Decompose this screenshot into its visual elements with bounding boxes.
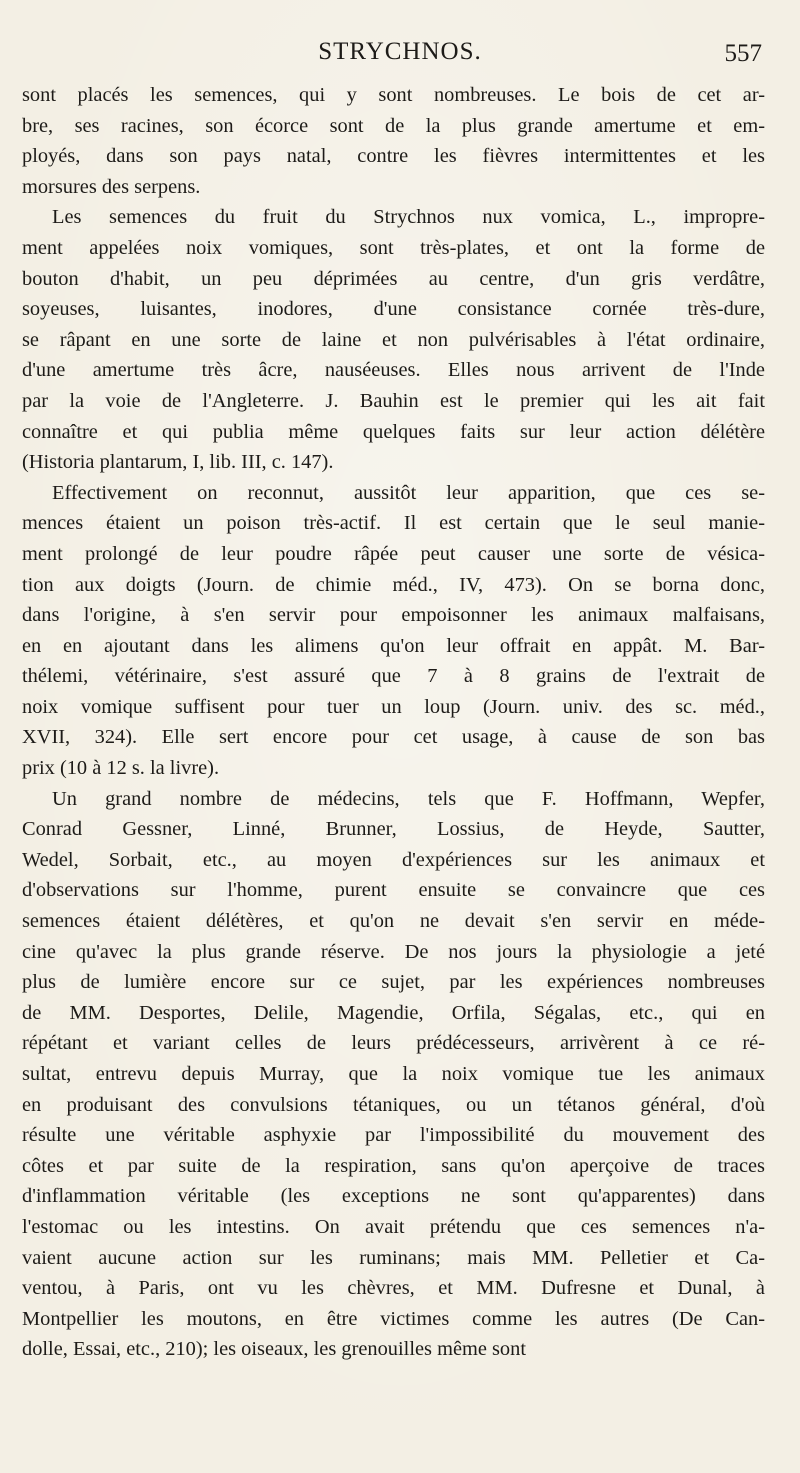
text-line: bouton d'habit, un peu déprimées au centre, d'un gris verdâtre, — [22, 267, 765, 290]
text-line: plus de lumière encore sur ce sujet, par les expériences nombreuses — [22, 971, 765, 994]
text-line: noix vomique suffisent pour tuer un loup (Journ. univ. des sc. méd., — [22, 695, 765, 718]
paragraph — [22, 478, 765, 784]
text-line: résulte une véritable asphyxie par l'impossibilité du mouvement des — [22, 1124, 765, 1147]
text-line: ment prolongé de leur poudre râpée peut causer une sorte de vésica- — [22, 542, 765, 565]
text-line: soyeuses, luisantes, inodores, d'une consistance cornée très-dure, — [22, 298, 765, 321]
text-line: dans l'origine, à s'en servir pour empoisonner les animaux malfaisans, — [22, 604, 765, 627]
text-line: d'inflammation véritable (les exceptions ne sont qu'apparentes) dans — [22, 1185, 765, 1208]
text-line: bre, ses racines, son écorce sont de la plus grande amertume et em- — [22, 114, 765, 137]
text-line: sultat, entrevu depuis Murray, que la noix vomique tue les animaux — [22, 1063, 765, 1085]
text-line: thélemi, vétérinaire, s'est assuré que 7 à 8 grains de l'extrait de — [22, 665, 765, 688]
text-line: répétant et variant celles de leurs prédécesseurs, arrivèrent à ce ré- — [22, 1032, 765, 1055]
text-line: Conrad Gessner, Linné, Brunner, Lossius, de Heyde, Sautter, — [22, 818, 765, 841]
text-line: connaître et qui publia même quelques faits sur leur action délétère — [22, 420, 765, 443]
text-line: se râpant en une sorte de laine et non pulvérisables à l'état ordinaire, — [22, 328, 765, 351]
text-line: en produisant des convulsions tétaniques, ou un tétanos général, d'où — [22, 1093, 765, 1116]
text-line: Wedel, Sorbait, etc., au moyen d'expériences sur les animaux et — [22, 848, 765, 871]
text-line: l'estomac ou les intestins. On avait prétendu que ces semences n'a- — [22, 1215, 765, 1238]
text-line: XVII, 324). Elle sert encore pour cet usage, à cause de son bas — [22, 726, 765, 749]
text-line: côtes et par suite de la respiration, sans qu'on aperçoive de traces — [22, 1154, 765, 1177]
text-line: Montpellier les moutons, en être victimes comme les autres (De Can- — [22, 1307, 765, 1330]
text-line: prix (10 à 12 s. la livre). — [22, 757, 220, 780]
text-line: mences étaient un poison très-actif. Il est certain que le seul manie- — [22, 512, 765, 535]
text-line: dolle, Essai, etc., 210); les oiseaux, les grenouilles même sont — [22, 1338, 526, 1361]
text-line: d'observations sur l'homme, purent ensuite se convaincre que ces — [22, 879, 765, 902]
text-line: vaient aucune action sur les ruminans; mais MM. Pelletier et Ca- — [22, 1246, 765, 1269]
text-line: sont placés les semences, qui y sont nombreuses. Le bois de cet ar- — [22, 84, 765, 106]
running-title: STRYCHNOS. — [318, 38, 482, 65]
text-line: morsures des serpens. — [22, 175, 201, 198]
running-head — [0, 38, 800, 78]
body-text — [22, 80, 765, 1365]
text-line: d'une amertume très âcre, nauséeuses. Elles nous arrivent de l'Inde — [22, 359, 765, 382]
text-line: (Historia plantarum, I, lib. III, c. 147). — [22, 451, 334, 474]
text-line: Les semences du fruit du Strychnos nux vomica, L., impropre- — [52, 206, 765, 229]
text-line: semences étaient délétères, et qu'on ne devait s'en servir en méde- — [22, 910, 765, 933]
text-line: cine qu'avec la plus grande réserve. De nos jours la physiologie a jeté — [22, 940, 765, 963]
text-line: en en ajoutant dans les alimens qu'on leur offrait en appât. M. Bar- — [22, 634, 765, 657]
text-line: tion aux doigts (Journ. de chimie méd., IV, 473). On se borna donc, — [22, 573, 765, 596]
paragraph — [22, 202, 765, 477]
text-line: Effectivement on reconnut, aussitôt leur apparition, que ces se- — [52, 481, 765, 504]
text-line: ployés, dans son pays natal, contre les fièvres intermittentes et les — [22, 145, 765, 168]
paragraph — [22, 80, 765, 202]
text-line: ment appelées noix vomiques, sont très-plates, et ont la forme de — [22, 236, 765, 259]
text-line: ventou, à Paris, ont vu les chèvres, et MM. Dufresne et Dunal, à — [22, 1277, 765, 1300]
text-line: par la voie de l'Angleterre. J. Bauhin est le premier qui les ait fait — [22, 389, 765, 412]
text-line: Un grand nombre de médecins, tels que F. Hoffmann, Wepfer, — [52, 787, 765, 810]
text-line: de MM. Desportes, Delile, Magendie, Orfila, Ségalas, etc., qui en — [22, 1001, 765, 1024]
paragraph — [22, 784, 765, 1365]
page-number: 557 — [724, 40, 762, 67]
